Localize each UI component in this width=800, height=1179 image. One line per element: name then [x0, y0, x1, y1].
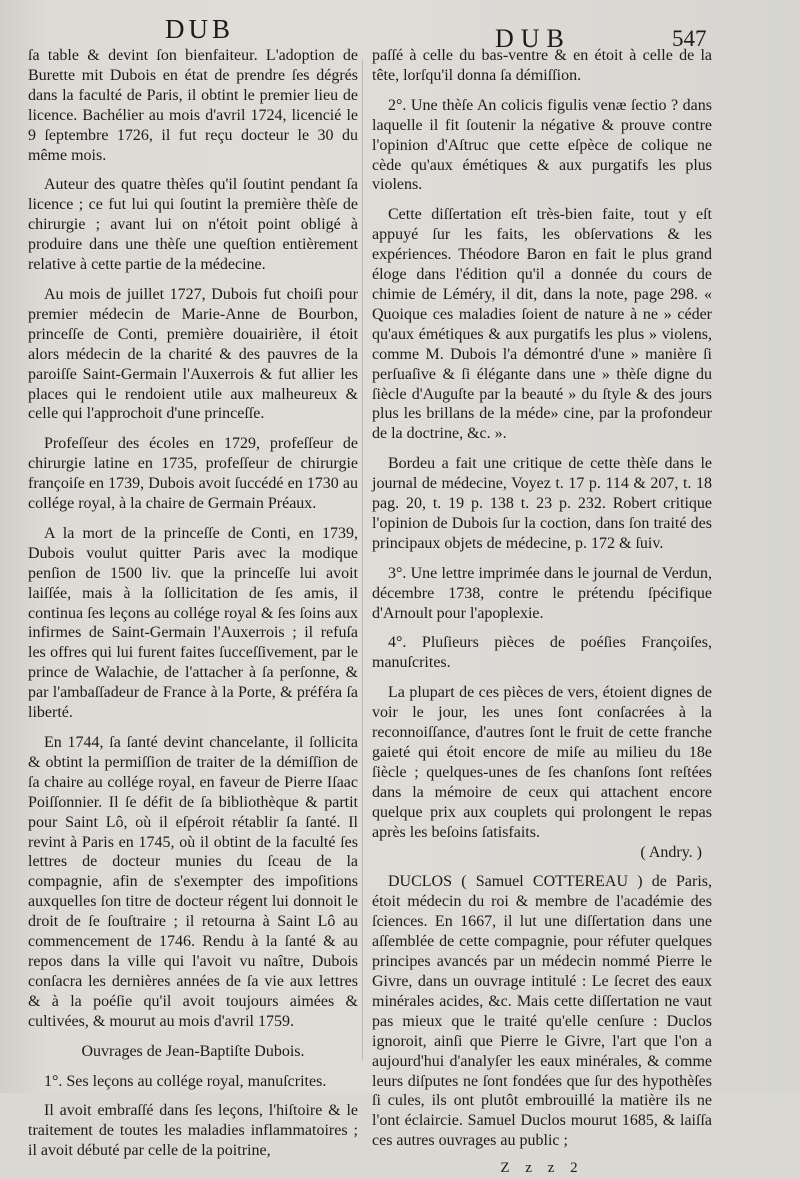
paragraph: ſa table & devint ſon bienfaiteur. L'adoption de Burette mit Dubois en état de prendre ſes dégrés dans la faculté de Paris, il obtint le premier lieu de licence. Bachélier au mois d'avril 1724, licencié le 9 ſeptembre 1726, il fut reçu docteur le 30 du même mois.: [28, 47, 358, 164]
work-item-1: 1°. Ses leçons au collége royal, manuſcrites.: [44, 1072, 327, 1090]
signature-mark: Z z z 2: [500, 1160, 584, 1177]
paragraph: La plupart de ces pièces de vers, étoient dignes de voir le jour, les unes ſont conſacrées à la reconnoiſſance, d'autres ſont le fruit de cette franche gaieté qui étoit encore de miſe au milieu du 18e ſiècle ; quelques-unes de ſes chanſons ſont reſtées dans la mémoire de ceux qui attachent encore quelque prix aux couplets qui prolongent le repas après les beſoins ſatisfaits.: [372, 684, 712, 841]
paragraph: Au mois de juillet 1727, Dubois fut choiſi pour premier médecin de Marie-Anne de Bourbon, princeſſe de Conti, première douairière, il étoit alors médecin de la charité & des pauvres de la paroiſſe Saint-Germain l'Auxerrois & fut allier les places qui le rendoient utile aux malheureux & celle qui l'approchoit d'une princeſſe.: [28, 285, 358, 423]
left-column: [28, 46, 358, 1161]
paragraph: En 1744, ſa ſanté devint chancelante, il ſollicita & obtint la permiſſion de traiter de la démiſſion de ſa chaire au collége royal, en faveur de Pierre Iſaac Poiſſonnier. Il ſe défit de ſa bibliothèque & partit pour Saint Lô, où il eſpéroit rétablir ſa ſanté. Il revint à Paris en 1745, où il obtint de la faculté ſes lettres de docteur munies du ſceau de la compagnie, afin de s'exempter des impoſitions auxquelles ſon titre de docteur régent lui donnoit le droit de ſe ſouſtraire ; il retourna à Saint Lô au commencement de 1746. Rendu à la ſanté & au repos dans la ville qui l'avoit vu naître, Dubois conſacra les dernières années de ſa vie aux lettres & à la poéſie qu'il avoit toujours aimées & cultivées, & mourut au mois d'avril 1759.: [28, 734, 358, 1030]
column-divider: [362, 60, 363, 1060]
header-left-title: DUB: [165, 14, 235, 44]
paragraph: Auteur des quatre thèſes qu'il ſoutint pendant ſa licence ; ce fut lui qui ſoutint la première thèſe de chirurgie ; avant lui on n'étoit point obligé à produire dans une thèſe une queſtion entièrement relative à cette partie de la médecine.: [28, 176, 358, 274]
work-item-3: 3°. Une lettre imprimée dans le journal de Verdun, décembre 1738, contre le prétendu ſpécifique d'Arnoult pour l'apoplexie.: [372, 564, 712, 622]
running-header: [0, 10, 800, 53]
work-item-2: 2°. Une thèſe An colicis figulis venæ ſectio ? dans laquelle il fit ſoutenir la négative & prouve contre l'opinion d'Aſtruc que cette eſpèce de colique ne cède qu'aux émétiques & aux purgatifs les plus violens.: [372, 96, 712, 194]
page-number: 547: [672, 26, 707, 51]
header-right-title: DUB: [495, 24, 571, 53]
work-item-4: 4°. Pluſieurs pièces de poéſies Françoiſes, manuſcrites.: [372, 634, 712, 672]
paragraph: Cette diſſertation eſt très-bien faite, tout y eſt appuyé ſur les faits, les obſervations & les expériences. Théodore Baron en fait le plus grand éloge dans l'édition qu'il a donnée du cours de chimie de Léméry, il dit, dans la note, page 298. « Quoique ces maladies ſoient de nature à ne » céder qu'aux émétiques & aux purgatifs les plus » violens, comme M. Dubois l'a démontré d'une » manière ſi perſuaſive & ſi élégante dans une » thèſe digne du ſiècle d'Auguſte par la beauté » du ſtyle & des jours plus les brillans de la méde» cine, par la profondeur de la doctrine, &c. ».: [372, 206, 712, 443]
paragraph: Bordeu a fait une critique de cette thèſe dans le journal de médecine, Voyez t. 17 p. 114 & 207, t. 18 pag. 20, t. 19 p. 138 t. 23 p. 232. Robert critique l'opinion de Dubois ſur la coction, dans ſon traité des principaux objets de médecine, p. 172 & ſuiv.: [372, 455, 712, 552]
paragraph: paſſé à celle du bas-ventre & en étoit à celle de la tête, lorſqu'il donna ſa démiſſion.: [372, 47, 712, 84]
author-signature: ( Andry. ): [640, 843, 702, 861]
paragraph: Il avoit embraſſé dans ſes leçons, l'hiſtoire & le traitement de toutes les maladies inflammatoires ; il avoit débuté par celle de la poitrine,: [28, 1102, 358, 1160]
paragraph: A la mort de la princeſſe de Conti, en 1739, Dubois voulut quitter Paris avec la modique penſion de 1500 liv. que la princeſſe lui avoit laiſſée, mais à la ſollicitation de ſes amis, il continua ſes leçons au collége royal & ſes ſoins aux infirmes de Saint-Germain l'Auxerrois ; il refuſa les offres qui lui furent faites ſucceſſivement, par le prince de Walachie, de l'attacher à ſa perſonne, & par l'ambaſſadeur de France à la Porte, & préféra ſa liberté.: [28, 524, 358, 722]
paragraph: Profeſſeur des écoles en 1729, profeſſeur de chirurgie latine en 1735, profeſſeur de chirurgie françoiſe en 1739, Dubois avoit ſuccédé en 1730 au collége royal, à la chaire de Germain Préaux.: [28, 435, 358, 513]
entry-duclos: DUCLOS ( Samuel COTTEREAU ) de Paris, étoit médecin du roi & membre de l'académie des ſciences. En 1667, il lut une diſſertation dans une aſſemblée de cette compagnie, pour réfuter quelques principes avancés par un médecin nommé Pierre le Givre, dans un ouvrage intitulé : Le ſecret des eaux minérales acides, &c. Mais cette diſſertation ne vaut pas mieux que le traité qu'elle cenſure : Duclos ignoroit, ainſi que Pierre le Givre, l'art que l'on a aujourd'hui d'analyſer les eaux minérales, & comme leurs diſputes ne ſont fondées que ſur des hypothèſes ſi cules, ils ont plutôt embrouillé la matière ils ne l'ont éclaircie. Samuel Duclos mourut 1685, & laiſſa ces autres ouvrages au public ;: [372, 873, 712, 1150]
right-column: [372, 46, 712, 1179]
works-heading: Ouvrages de Jean-Baptiſte Dubois.: [81, 1042, 305, 1060]
